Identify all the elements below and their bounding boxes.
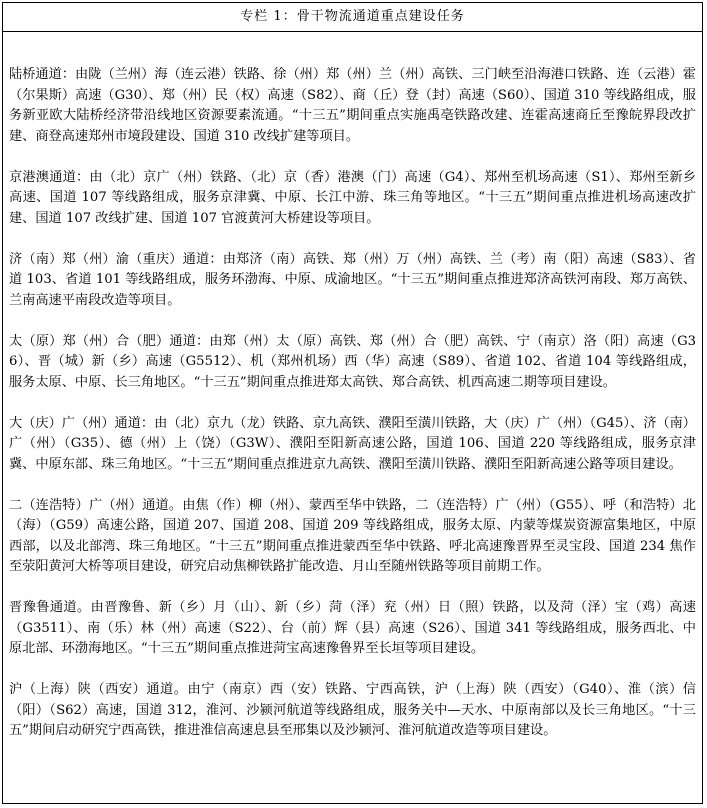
paragraph-hushan-corridor: 沪（上海）陕（西安）通道。由宁（南京）西（安）铁路、宁西高铁，沪（上海）陕（西安）（G40）、淮（滨）信（阳）（S62）高速，国道 312，淮河、沙颍河航道等线路组成，服务关中—天水、中原南部以及长三角地区。“十三五”期间启动研究宁西高铁，推进淮信高速息县至邢集以及沙颍河、淮河航道改造等项目建设。: [9, 682, 696, 738]
paragraph-lanqiao-corridor: 陆桥通道：由陇（兰州）海（连云港）铁路、徐（州）郑（州）兰（州）高铁、三门峡至沿海港口铁路、连（云港）霍（尔果斯）高速（G30）、郑（州）民（权）高速（S82）、商（丘）登（封）高速（S60）、国道 310 等线路组成，服务新亚欧大陆桥经济带沿线地区资源要素流通。“十三五”期间重点实施禹亳铁路改建、连霍高速商丘至豫皖界段改扩建、商登高速郑州市境段建设、国道 310 改线扩建等项目。: [9, 67, 696, 144]
paragraph-jizhengyu-corridor: 济（南）郑（州）渝（重庆）通道：由郑济（南）高铁、郑（州）万（州）高铁、兰（考）南（阳）高速（S83）、省道 103、省道 101 等线路组成，服务环渤海、中原、成渝地区。“十三五”期间重点推进郑济高铁河南段、郑万高铁、兰南高速平南段改造等项目。: [9, 251, 696, 308]
column-title: 专栏 1：骨干物流通道重点建设任务: [3, 3, 702, 32]
paragraph-erguang-corridor: 二（连浩特）广（州）通道。由焦（作）柳（州）、蒙西至华中铁路，二（连浩特）广（州）（G55）、呼（和浩特）北（海）（G59）高速公路，国道 207、国道 208、国道 209 等线路组成，服务太原、内蒙等煤炭资源富集地区，中原西部，以及北部湾、珠三角地区。“十三五”期间重点推进蒙西至华中铁路、呼北高速豫晋界至灵宝段、国道 234 焦作至荥阳黄河大桥等项目建设，研究启动焦柳铁路扩能改造、月山至随州铁路等项目前期工作。: [9, 497, 696, 574]
paragraph-jinyulu-corridor: 晋豫鲁通道。由晋豫鲁、新（乡）月（山）、新（乡）菏（泽）兖（州）日（照）铁路，以及菏（泽）宝（鸡）高速（G3511）、南（乐）林（州）高速（S22）、台（前）辉（县）高速（S26）、国道 341 等线路组成，服务西北、中原北部、环渤海地区。“十三五”期间重点推进菏宝高速豫鲁界至长垣等项目建设。: [9, 600, 696, 656]
paragraph-jinggangao-corridor: 京港澳通道：由（北）京广（州）铁路、（北）京（香）港澳（门）高速（G4）、郑州至机场高速（S1）、郑州至新乡高速、国道 107 等线路组成，服务京津冀、中原、长江中游、珠三角等地区。“十三五”期间重点推进机场高速改扩建、国道 107 改线扩建、国道 107 官渡黄河大桥建设等项目。: [9, 169, 696, 226]
column-box: [2, 2, 703, 804]
paragraph-taizhenghe-corridor: 太（原）郑（州）合（肥）通道：由郑（州）太（原）高铁、郑（州）合（肥）高铁、宁（南京）洛（阳）高速（G36）、晋（城）新（乡）高速（G5512）、机（郑州机场）西（华）高速（S89）、省道 102、省道 104 等线路组成，服务太原、中原、长三角地区。“十三五”期间重点推进郑太高铁、郑合高铁、机西高速二期等项目建设。: [9, 333, 696, 390]
column-body: [3, 32, 702, 742]
paragraph-daguang-corridor: 大（庆）广（州）通道：由（北）京九（龙）铁路、京九高铁、濮阳至潢川铁路，大（庆）广（州）（G45）、济（南）广（州）（G35）、德（州）上（饶）（G3W）、濮阳至阳新高速公路，国道 106、国道 220 等线路组成，服务京津冀、中原东部、珠三角地区。“十三五”期间重点推进京九高铁、濮阳至潢川铁路、濮阳至阳新高速公路等项目建设。: [9, 415, 696, 472]
